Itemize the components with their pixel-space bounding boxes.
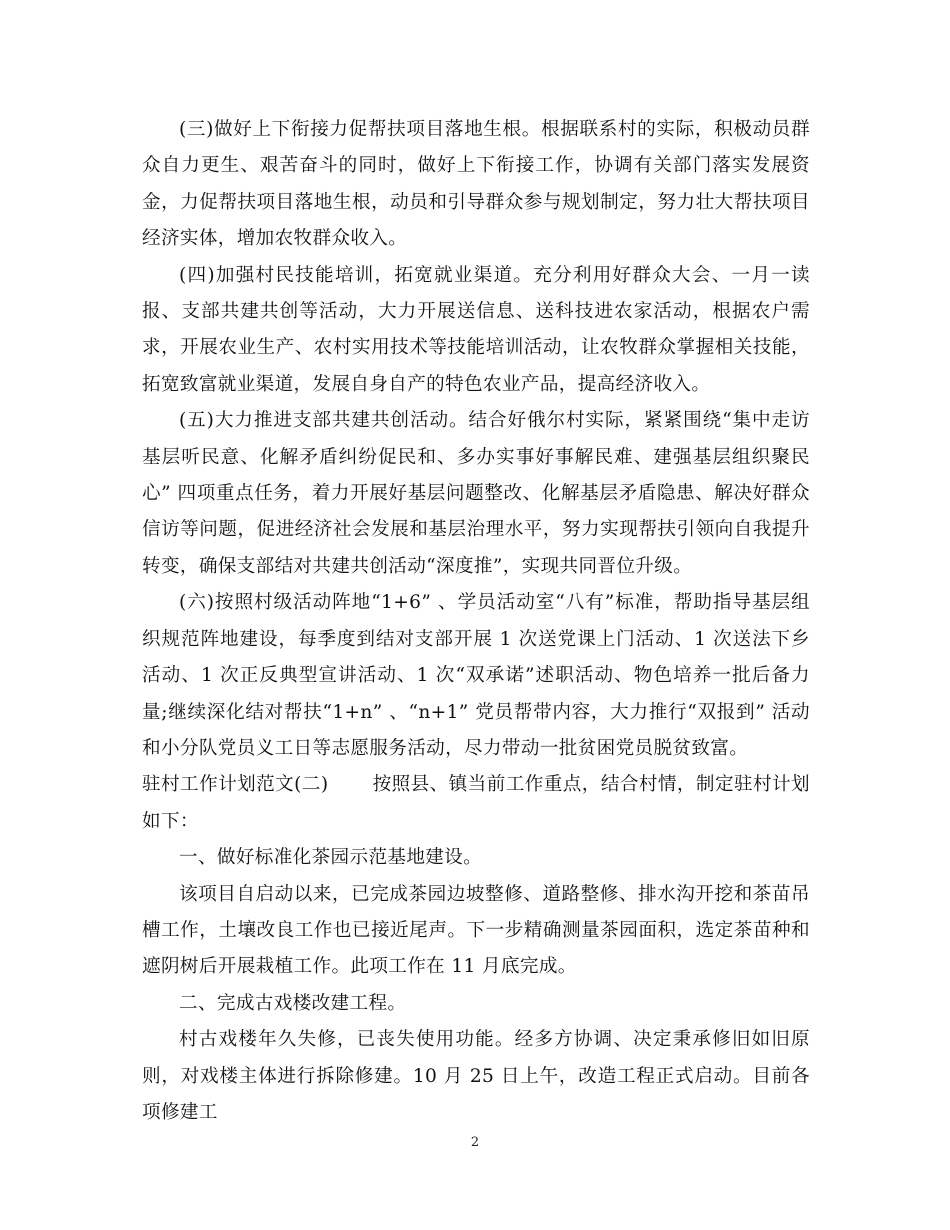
item-heading-one: 一、做好标准化茶园示范基地建设。 [179, 847, 483, 869]
paragraph-five: (五)大力推进支部共建共创活动。结合好俄尔村实际，紧紧围绕“集中走访基层听民意、化解矛盾纠纷促民和、多办实事好事解民难、建强基层组织聚民心” 四项重点任务，着力开展好基层问题整改、化解基层矛盾隐患、解决好群众信访等问题，促进经济社会发展和基层治理水平，努力实现帮扶引领向自我提升转变，确保支部结对共建共创活动“深度推”，实现共同晋位升级。 [142, 410, 810, 577]
paragraph-four: (四)加强村民技能培训，拓宽就业渠道。充分利用好群众大会、一月一读报、支部共建共创等活动，大力开展送信息、送科技进农家活动，根据农户需求，开展农业生产、农村实用技术等技能培训活动，让农牧群众掌握相关技能，拓宽致富就业渠道，发展自身自产的特色农业产品，提高经济收入。 [142, 264, 810, 395]
item-heading-two: 二、完成古戏楼改建工程。 [179, 992, 407, 1014]
page-number: 2 [470, 1135, 480, 1150]
paragraph-six: (六)按照村级活动阵地“1+6” 、学员活动室“八有”标准，帮助指导基层组织规范阵地建设，每季度到结对支部开展 1 次送党课上门活动、1 次送法下乡活动、1 次正反典型宣讲活动、1 次“双承诺”述职活动、物色培养一批后备力量;继续深化结对帮扶“1+n” 、“n+1” 党员帮带内容，大力推行“双报到” 活动和小分队党员义工日等志愿服务活动，尽力带动一批贫困党员脱贫致富。 [142, 592, 810, 759]
paragraph-three: (三)做好上下衔接力促帮扶项目落地生根。根据联系村的实际，积极动员群众自力更生、艰苦奋斗的同时，做好上下衔接工作，协调有关部门落实发展资金，力促帮扶项目落地生根，动员和引导群众参与规划制定，努力壮大帮扶项目经济实体，增加农牧群众收入。 [142, 119, 810, 250]
item-body-two: 村古戏楼年久失修，已丧失使用功能。经多方协调、决定秉承修旧如旧原则，对戏楼主体进行拆除修建。10 月 25 日上午，改造工程正式启动。目前各项修建工 [142, 1029, 810, 1123]
document-body [142, 112, 810, 1131]
section-heading [142, 767, 810, 840]
item-body-one: 该项目自启动以来，已完成茶园边坡整修、道路整修、排水沟开挖和茶苗吊槽工作，土壤改良工作也已接近尾声。下一步精确测量茶园面积，选定茶苗种和遮阴树后开展栽植工作。此项工作在 11 月底完成。 [142, 883, 810, 978]
section-intro: 按照县、镇当前工作重点，结合村情，制定驻村计划如下： [142, 774, 810, 832]
section-title: 驻村工作计划范文(二) [142, 774, 329, 796]
